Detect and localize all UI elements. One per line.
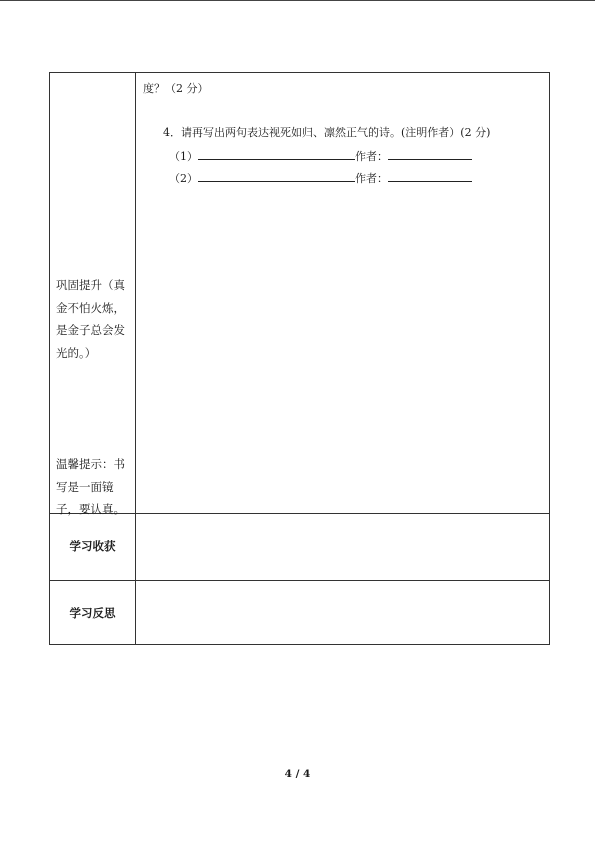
answer-1-author-blank[interactable] (388, 148, 472, 160)
page-number: 4 / 4 (284, 768, 311, 780)
reflection-row-title: 学习反思 (69, 606, 116, 620)
row-divider-reflection (50, 580, 549, 581)
question-4-prompt: 4．请再写出两句表达视死如归、凛然正气的诗。(注明作者）(2 分) (163, 126, 491, 139)
continued-question-text: 度？（2 分） (143, 82, 209, 95)
answer-2-number: （2） (169, 172, 198, 185)
answer-1-number: （1） (169, 150, 198, 163)
tip-label: 温馨提示：书写是一面镜子，要认真。 (56, 457, 125, 516)
answer-1-author-label: 作者： (355, 150, 388, 163)
column-divider (135, 73, 136, 644)
worksheet-table (49, 72, 550, 645)
consolidate-label: 巩固提升（真金不怕火炼，是金子总会发光的。） (56, 278, 125, 360)
harvest-row-title: 学习收获 (69, 539, 116, 553)
answer-line-2 (169, 170, 472, 186)
page-top-rule (0, 0, 595, 1)
answer-2-author-blank[interactable] (388, 170, 472, 182)
answer-2-author-label: 作者： (355, 172, 388, 185)
answer-2-blank[interactable] (198, 170, 355, 182)
answer-line-1 (169, 148, 472, 164)
answer-1-blank[interactable] (198, 148, 355, 160)
